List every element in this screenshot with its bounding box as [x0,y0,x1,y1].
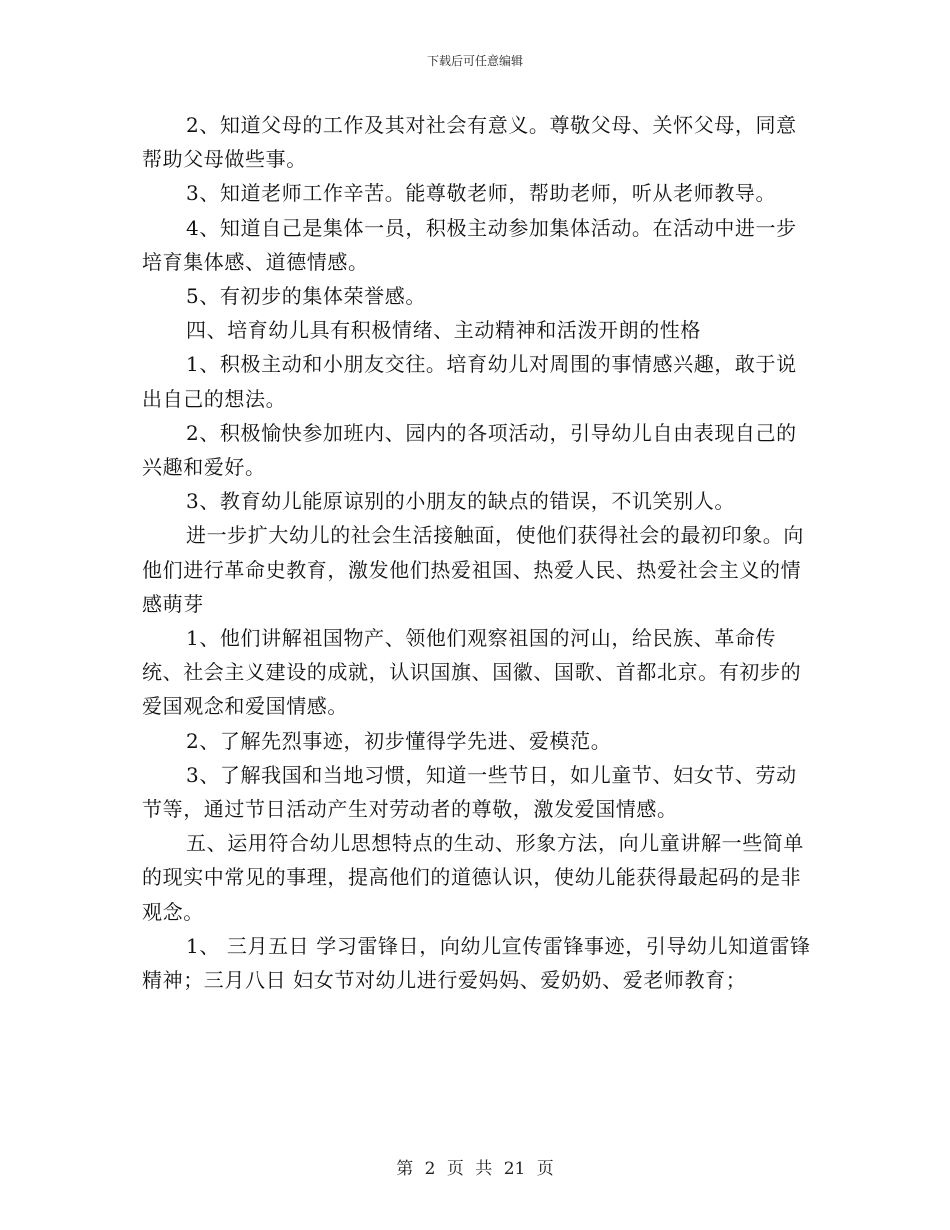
paragraph: 4、知道自己是集体一员，积极主动参加集体活动。在活动中进一步培育集体感、道德情感。 [142,215,797,274]
paragraph: 1、 三月五日 学习雷锋日，向幼儿宣传雷锋事迹，引导幼儿知道雷锋精神；三月八日 妇女节对幼儿进行爱妈妈、爱奶奶、爱老师教育； [142,933,811,993]
paragraph: 5、有初步的集体荣誉感。 [186,284,426,309]
document-body [142,108,812,997]
paragraph: 1、积极主动和小朋友交往。培育幼儿对周围的事情感兴趣，敢于说出自己的想法。 [142,352,797,411]
page-header: 下载后可任意编辑 [426,54,523,68]
section-heading: 四、培育幼儿具有积极情绪、主动精神和活泼开朗的性格 [186,318,701,343]
paragraph: 2、积极愉快参加班内、园内的各项活动，引导幼儿自由表现自己的兴趣和爱好。 [142,420,797,480]
paragraph: 3、教育幼儿能原谅别的小朋友的缺点的错误，不讥笑别人。 [186,489,735,514]
paragraph: 进一步扩大幼儿的社会生活接触面，使他们获得社会的最初印象。向他们进行革命史教育，激发他们热爱祖国、热爱人民、热爱社会主义的情感萌芽 [142,523,804,616]
page-number-footer: 第 2 页 共 21 页 [396,1159,554,1179]
paragraph: 1、他们讲解祖国物产、领他们观察祖国的河山，给民族、革命传统、社会主义建设的成就，认识国旗、国徽、国歌、首都北京。有初步的爱国观念和爱国情感。 [142,626,802,719]
paragraph: 2、了解先烈事迹，初步懂得学先进、爱模范。 [186,728,612,753]
paragraph: 3、了解我国和当地习惯，知道一些节日，如儿童节、妇女节、劳动节等，通过节日活动产生对劳动者的尊敬，激发爱国情感。 [142,762,797,822]
paragraph: 3、知道老师工作辛苦。能尊敬老师，帮助老师，听从老师教导。 [186,181,777,206]
section-heading: 五、运用符合幼儿思想特点的生动、形象方法，向儿童讲解一些简单的现实中常见的事理，提高他们的道德认识，使幼儿能获得最起码的是非观念。 [142,831,804,924]
paragraph: 2、知道父母的工作及其对社会有意义。尊敬父母、关怀父母，同意帮助父母做些事。 [142,113,797,172]
